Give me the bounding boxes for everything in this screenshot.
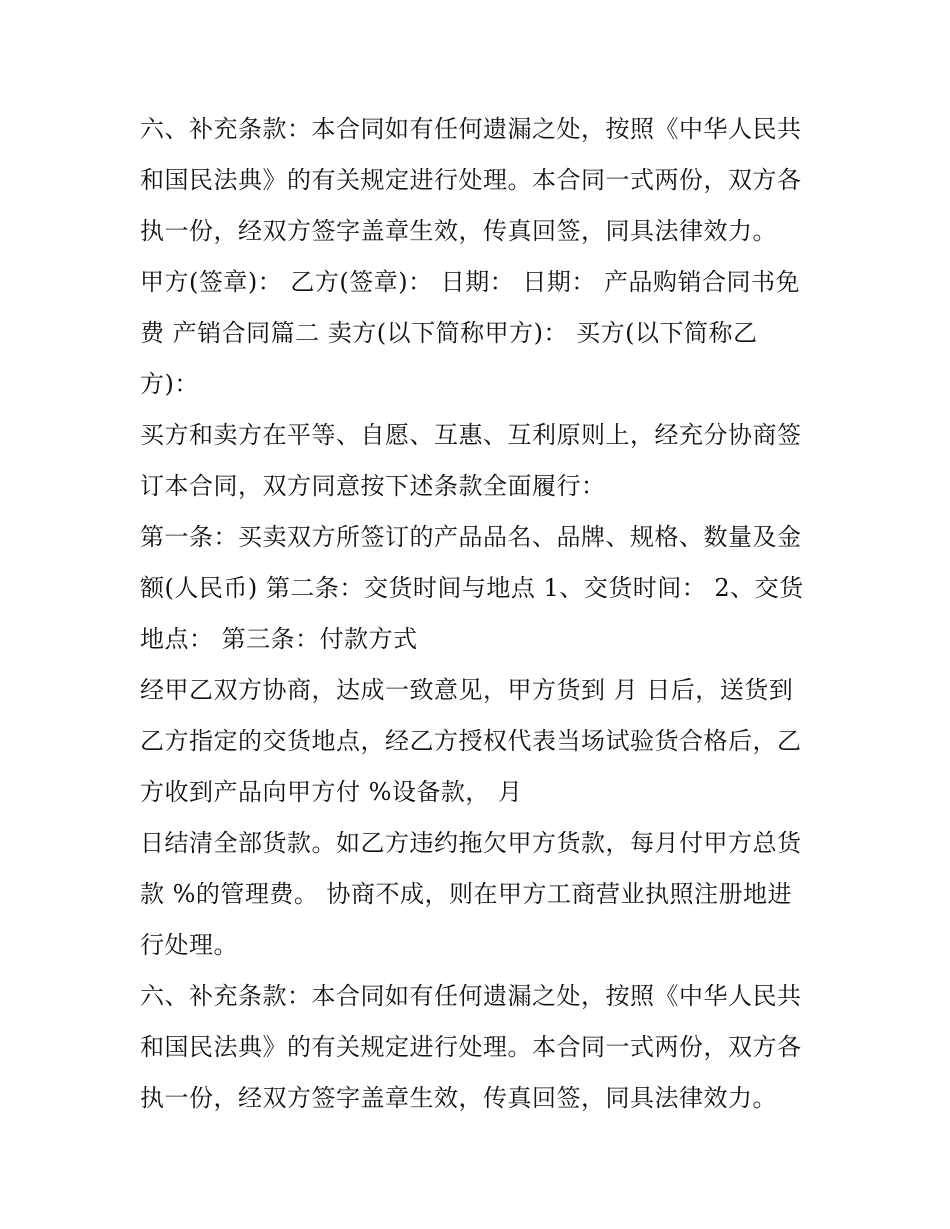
paragraph-articles: 第一条：买卖双方所签订的产品品名、品牌、规格、数量及金额(人民币) 第二条：交货时间与地点 1、交货时间： 2、交货地点： 第三条：付款方式 [140, 523, 804, 653]
paragraph-preamble: 买方和卖方在平等、自愿、互惠、互利原则上，经充分协商签订本合同，双方同意按下述条款全面履行： [140, 421, 802, 500]
paragraph-supplementary-terms-repeat: 六、补充条款：本合同如有任何遗漏之处，按照《中华人民共和国民法典》的有关规定进行处理。本合同一式两份，双方各执一份，经双方签字盖章生效，传真回签，同具法律效力。 [140, 982, 802, 1112]
paragraph-payment-terms: 经甲乙双方协商，达成一致意见，甲方货到 月 日后，送货到乙方指定的交货地点，经乙方授权代表当场试验货合格后，乙方收到产品向甲方付 %设备款， 月 [140, 676, 802, 806]
paragraph-supplementary-terms: 六、补充条款：本合同如有任何遗漏之处，按照《中华人民共和国民法典》的有关规定进行处理。本合同一式两份，双方各执一份，经双方签字盖章生效，传真回签，同具法律效力。 [140, 115, 802, 245]
document-body [140, 104, 815, 1124]
paragraph-signatures-and-heading: 甲方(签章)： 乙方(签章)： 日期： 日期： 产品购销合同书免费 产销合同篇二 卖方(以下简称甲方)： 买方(以下简称乙方)： [140, 268, 800, 398]
paragraph-settlement: 日结清全部货款。如乙方违约拖欠甲方货款，每月付甲方总货款 %的管理费。 协商不成，则在甲方工商营业执照注册地进行处理。 [140, 829, 802, 959]
